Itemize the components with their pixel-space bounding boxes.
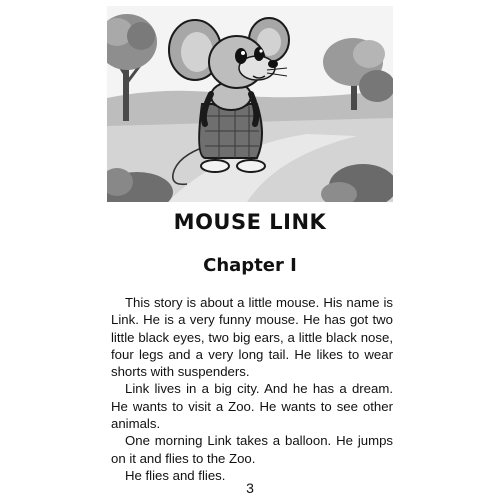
chapter-heading: Chapter I bbox=[203, 255, 297, 276]
story-paragraph: One morning Link takes a balloon. He jumps on it and flies to the Zoo. bbox=[111, 433, 393, 466]
story-paragraph: Link lives in a big city. And he has a dream. He wants to visit a Zoo. He wants to see other animals. bbox=[111, 381, 393, 432]
page-number: 3 bbox=[246, 480, 254, 496]
mouse-illustration bbox=[107, 6, 393, 202]
story-text bbox=[111, 294, 393, 484]
story-paragraph: This story is about a little mouse. His name is Link. He is a very funny mouse. He has got two little black eyes, two big ears, a little black nose, four legs and a very long tail. He likes to wear shorts with suspenders. bbox=[111, 295, 393, 380]
story-paragraph: He flies and flies. bbox=[125, 467, 226, 483]
book-title: MOUSE LINK bbox=[173, 210, 327, 234]
